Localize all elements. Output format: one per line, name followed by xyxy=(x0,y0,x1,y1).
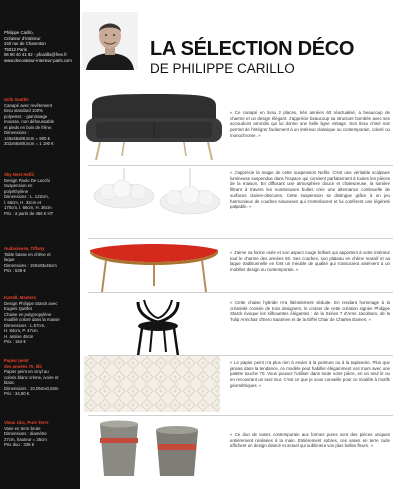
vases-image xyxy=(86,414,222,485)
contact-line: Philippe Carillo, xyxy=(4,30,34,35)
product-title: Sofa Seattle xyxy=(4,97,29,102)
product-line: Prix duo : 335 € xyxy=(4,442,35,447)
page-title: LA SÉLECTION DÉCO xyxy=(150,38,355,60)
product-line: Vase en terre brute xyxy=(4,425,41,431)
product-line: Papier peint en vinyl au xyxy=(4,369,49,374)
product-line: Dimensions : 10,05mx0,53m xyxy=(4,385,59,391)
product-info-chair xyxy=(4,295,78,345)
lamp-image xyxy=(86,168,222,231)
product-quote: « Le papier peint n'a plus rien à envier à la peinture ou à la tapisserie. Plus que jamais dans la tendance, ce modèle peut habiller élégamment vos murs avec une palette touche 70. Vous pouvez l'utiliser dans toute votre pièce, en un seul lé ou en recouvrant un seul mur. C'est ce que je vous conseille pour ce modèle à motifs géométriques. » xyxy=(230,360,390,388)
product-line: tissu standard 100% xyxy=(4,108,43,113)
product-line: 145x66x88,5cm = 900 € xyxy=(4,135,50,141)
product-line: des années 70, lilli xyxy=(4,363,42,369)
product-quote: « J'aime sa forme osée et son aspect rouge brillant qui apportent à votre intérieur tout le charme des années 50. Ses courbes, son plateau en chêne massif et sa laque traditionnelle en font un meuble de qualité qui s'associera aisément à un mobilier design ou contemporain. » xyxy=(230,250,390,273)
product-title: Kartell, Masters xyxy=(4,295,37,300)
product-title: Papier peint xyxy=(4,358,29,363)
section-divider xyxy=(88,292,393,293)
product-line: polyéthylène xyxy=(4,188,29,194)
product-title: Vieux zinc, Pure Terre xyxy=(4,420,49,425)
product-line: Design Paolo De Lucchi xyxy=(4,177,50,183)
product-line: H. assise 46cm xyxy=(4,333,34,339)
product-quote: « Ce canapé en tissu 2 places, très années 60 réactualisé, a beaucoup de charme et un design élégant. J'apprécie beaucoup sa structure bombée avec ses accoudoirs arrondis qui lui donne une belle ligne vintage. Son tissu chiné noir permet de l'intégrer facilement à un intérieur classique ou contemporain, coloré ou monochrome. » xyxy=(230,110,390,138)
product-line: Prix : 34,90 € xyxy=(4,391,30,396)
product-info-table xyxy=(4,246,78,274)
chair-image xyxy=(128,296,188,363)
product-line: Dimensions : L. 122cm, xyxy=(4,194,49,199)
product-line: et pieds en bois de frêne. xyxy=(4,124,53,130)
product-line: Prix : 539 € xyxy=(4,268,26,273)
product-info-wallpaper xyxy=(4,358,78,397)
contact-block xyxy=(4,30,78,64)
product-title: Audacieuse, Tiffany xyxy=(4,246,45,251)
product-line: 170cm, l. 66cm, H. 36cm xyxy=(4,205,52,210)
product-line: mousse, non déhoussable xyxy=(4,119,55,124)
product-line: Prix : 154 € xyxy=(4,339,26,344)
product-line: Prix : à partir de 456 € HT xyxy=(4,210,54,216)
product-line: Eugeni Quitllet xyxy=(4,306,32,311)
product-quote: « J'apprécie la magie de cette suspension Nefilo. C'est une véritable sculpture lumineuse suspendue dans l'espace qui convient parfaitement à toutes les pièces de la maison. En diffusant une atmosphère douce et chaleureuse, la lumière filtrant à travers les nombreuses bulles crée une alternance continuelle de surfaces claires-obscures. Cette suspension se distingue grâce à un jeu harmonieux de courbes sinueuses qui s'entrelacent et lui confèrent une légèreté palpable. » xyxy=(230,170,390,210)
product-line: Dimensions : diamètre xyxy=(4,431,47,436)
product-line: Table basse en chêne et xyxy=(4,251,51,257)
sidebar xyxy=(0,0,80,489)
product-line: 202x66x88,5cm = 1 190 € xyxy=(4,141,54,146)
product-line: Dimensions : xyxy=(4,130,29,135)
product-line: blanc xyxy=(4,380,15,385)
product-line: Chaise en polypropylène xyxy=(4,311,52,317)
product-line: Dimensions : 150x83x45cm xyxy=(4,262,57,268)
product-line: Canapé avec revêtement xyxy=(4,102,53,108)
product-info-vases xyxy=(4,420,78,448)
product-line: 27cm, hauteur = 36cm xyxy=(4,436,47,442)
contact-line: 75012 Paris xyxy=(4,46,27,52)
product-title: Sky Nest Nefili xyxy=(4,172,34,177)
wallpaper-image xyxy=(84,356,220,417)
product-line: Design Philippe Starck avec xyxy=(4,300,58,306)
product-info-lamp xyxy=(4,172,78,216)
product-line: Suspension en xyxy=(4,183,33,188)
product-line: modifié coloré dans la masse xyxy=(4,317,60,322)
section-divider xyxy=(88,238,393,239)
contact-line: Créateur d'intérieur xyxy=(4,35,41,41)
product-line: polyester, - garnissage xyxy=(4,113,48,119)
section-divider xyxy=(88,165,393,166)
product-quote: « Cette chaise hybride m'a littéralement séduite. En rendant hommage à la créativité croisée de trois designers, le croiser de cette création signée Philippe Starck évoque les silhouettes élégantes : de la Séries 7 d'Arne Jacobsen, de la Tulip Armchair d'Eero Saarinen et de la Eiffel Chair de Charles Eames. » xyxy=(230,300,390,323)
product-line: laque xyxy=(4,257,15,262)
product-line: l. 66cm, H. 32cm et xyxy=(4,199,42,205)
contact-line: 06 90 40 41 92 - pfcarillo@free.fr xyxy=(4,52,67,58)
product-line: H. 84cm, P. 47cm xyxy=(4,328,38,333)
sofa-image xyxy=(84,88,224,171)
contact-line: 240 rue de Charenton xyxy=(4,41,46,47)
contact-line: www.decorateur-interieur-paris.com xyxy=(4,57,72,63)
product-line: coloris blanc crème, ivoire et xyxy=(4,374,59,380)
designer-portrait xyxy=(82,12,138,70)
product-line: Dimensions : L.57cm, xyxy=(4,322,46,328)
page-subtitle: DE PHILIPPE CARILLO xyxy=(150,61,295,76)
product-quote: « Ce duo de vases contemporain aux formes pures sont des pièces uniques entièrement réalisées à la main. Entièrement sobres, ces vases en terre cuite affichent un design élancé et actuel qui sublimera vos plus belles fleurs. » xyxy=(230,432,390,449)
product-info-sofa xyxy=(4,97,78,147)
